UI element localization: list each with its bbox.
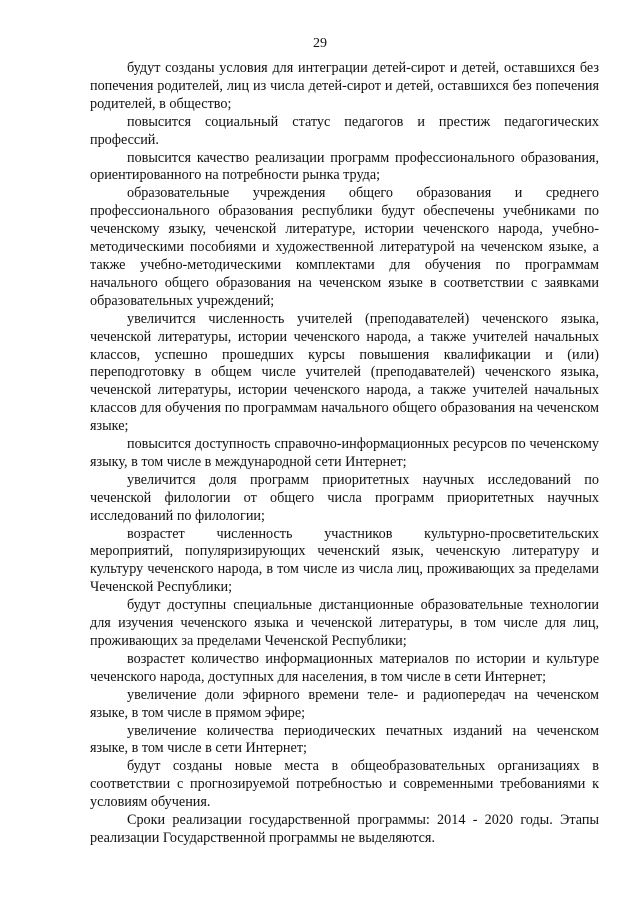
page-number: 29 xyxy=(313,36,327,51)
paragraph: будут созданы условия для интеграции детей-сирот и детей, оставшихся без попечения родителей, лиц из числа детей-сирот и детей, оставшихся без попечения родителей, в общество; xyxy=(90,60,599,112)
paragraph: образовательные учреждения общего образования и среднего профессионального образования республики будут обеспечены учебниками по чеченскому языку, чеченской литературе, истории чеченского народа, учебно-методическими пособиями и художественной литературой на чеченском языке, а также учебно-методическими комплектами для обучения по программам начального общего образования на чеченском языке в соответствии с заявками образовательных учреждений; xyxy=(90,185,599,309)
paragraph: повысится качество реализации программ профессионального образования, ориентированного на потребности рынка труда; xyxy=(90,149,599,184)
paragraph: увеличится численность учителей (преподавателей) чеченского языка, чеченской литературы, истории чеченского народа, а также учителей начальных классов, успешно прошедших курсы повышения квалификации и (или) переподготовку в общем числе учителей (преподавателей) чеченского языка, чеченской литературы, истории чеченского народа, а также учителей начальных классов для обучения по программам начального общего образования на чеченском языке; xyxy=(90,310,599,435)
paragraph: увеличится доля программ приоритетных научных исследований по чеченской филологии от общего числа программ приоритетных научных исследований по филологии; xyxy=(90,471,599,524)
paragraph: увеличение количества периодических печатных изданий на чеченском языке, в том числе в сети Интернет; xyxy=(90,722,599,757)
paragraph: будут доступны специальные дистанционные образовательные технологии для изучения чеченского языка и чеченской литературы, в том числе для лиц, проживающих за пределами Чеченской Республики; xyxy=(90,597,599,649)
paragraph: возрастет численность участников культурно-просветительских мероприятий, популяризирующих чеченский язык, чеченскую литературу и культуру чеченского народа, в том числе из числа лиц, проживающих за пределами Чеченской Республики; xyxy=(90,525,599,596)
paragraph-period: Сроки реализации государственной программы: 2014 - 2020 годы. Этапы реализации Государственной программы не выделяются. xyxy=(90,812,599,846)
document-body xyxy=(90,60,599,848)
paragraph: будут созданы новые места в общеобразовательных организациях в соответствии с прогнозируемой потребностью и современными требованиями к условиям обучения. xyxy=(90,758,599,811)
paragraph: увеличение доли эфирного времени теле- и радиопередач на чеченском языке, в том числе в прямом эфире; xyxy=(90,686,599,721)
paragraph: повысится социальный статус педагогов и престиж педагогических профессий. xyxy=(90,113,599,148)
paragraph: повысится доступность справочно-информационных ресурсов по чеченскому языку, в том числе в международной сети Интернет; xyxy=(90,436,599,470)
paragraph: возрастет количество информационных материалов по истории и культуре чеченского народа, доступных для населения, в том числе в сети Интернет; xyxy=(90,650,599,685)
